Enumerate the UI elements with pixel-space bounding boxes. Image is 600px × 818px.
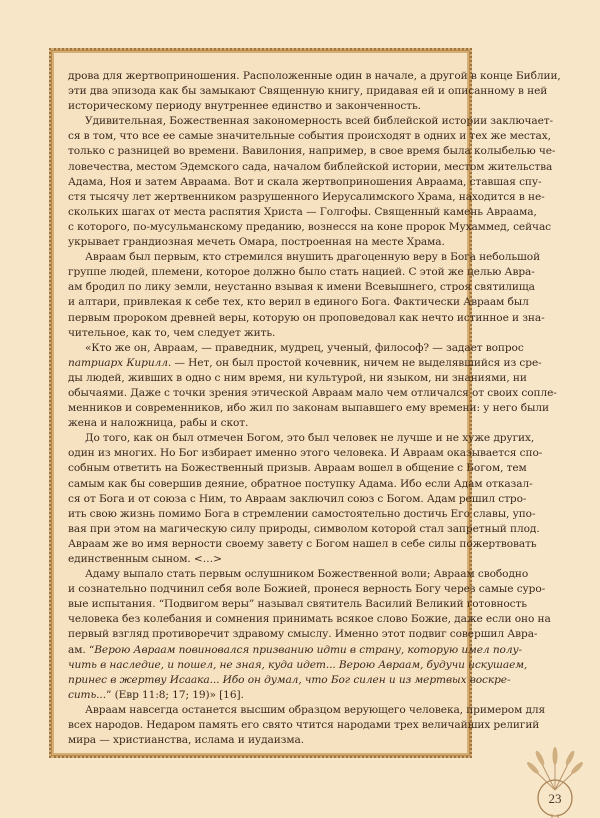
- text-segment: вая при этом на магическую силу природы, символом которой стал запретный плод.: [68, 522, 540, 535]
- text-line: [68, 341, 524, 356]
- text-line: [68, 235, 458, 250]
- text-line: [68, 431, 535, 446]
- text-line: [68, 582, 546, 597]
- text-segment: всех народов. Недаром память его свято чтится народами трех величайших религий: [68, 719, 540, 732]
- text-segment: мира — христианства, ислама и иудаизма.: [68, 734, 304, 747]
- text-line: [68, 416, 458, 431]
- text-segment: До того, как он был отмечен Богом, это был человек не лучше и не хуже других,: [85, 432, 535, 445]
- text-segment: ся в том, что все ее самые значительные события происходят в одних и тех же местах,: [68, 130, 551, 143]
- text-line: [68, 250, 541, 265]
- text-segment: Адаму выпало стать первым ослушником Божественной воли; Авраам свободно: [85, 568, 529, 581]
- text-segment: укрывает грандиозная мечеть Омара, построенная на месте Храма.: [68, 236, 445, 249]
- text-line: [68, 175, 542, 190]
- body-text: [68, 69, 561, 748]
- text-segment: Удивительная, Божественная закономерность всей библейской истории заключает-: [85, 115, 554, 128]
- text-segment: чительное, как то, чем следует жить.: [68, 326, 276, 339]
- text-line: [68, 537, 537, 552]
- text-line: [68, 220, 552, 235]
- text-segment: Адама, Ноя и затем Авраама. Вот и скала жертвоприношения Авраама, ставшая спу-: [68, 175, 542, 188]
- text-line: [68, 129, 551, 144]
- text-segment: эти два эпизода как бы замыкают Священную книгу, придавая ей и описанному в ней: [68, 85, 548, 98]
- text-line: [68, 643, 522, 658]
- text-line: [68, 144, 556, 159]
- text-line: [68, 265, 535, 280]
- text-line: [68, 371, 527, 386]
- text-segment: первым пророком древней веры, которую он проповедовал как нечто истинное и зна-: [68, 311, 545, 324]
- text-line: [68, 673, 511, 688]
- text-line: [68, 84, 548, 99]
- text-segment: ить свою жизнь помимо Бога в стремлении самостоятельно достичь Его славы, упо-: [68, 507, 536, 520]
- italic-text-segment: принес в жертву Исаака... Ибо он думал, что Бог силен и из мертвых воскре-: [68, 673, 511, 686]
- text-segment: дрова для жертвоприношения. Расположенные один в начале, а другой в конце Библии,: [68, 70, 561, 82]
- italic-text-segment: Верою Авраам повиновался призванию идти в страну, которую имел полу-: [94, 643, 522, 656]
- text-line: [68, 160, 553, 175]
- text-segment: «Кто же он, Авраам, — праведник, мудрец, ученый, философ? — задает вопрос: [85, 341, 524, 354]
- text-segment: стя тысячу лет жертвенником разрушенного Иерусалимского Храма, находится в не-: [68, 190, 545, 203]
- text-line: [68, 99, 458, 114]
- text-segment: жена и наложница, рабы и скот.: [68, 417, 249, 430]
- text-line: [68, 597, 527, 612]
- italic-text-segment: сить...: [68, 688, 106, 701]
- text-line: [68, 477, 533, 492]
- text-segment: только с разницей во времени. Вавилония, например, в свое время была колыбелью че-: [68, 145, 556, 158]
- text-line: [68, 612, 551, 627]
- italic-text-segment: чить в наследие, и пошел, не зная, куда идет... Верою Авраам, будучи искушаем,: [68, 658, 528, 671]
- text-segment: Авраам был первым, кто стремился внушить драгоценную веру в Бога небольшой: [85, 251, 541, 264]
- text-line: [68, 280, 535, 295]
- italic-text-segment: патриарх Кирилл: [68, 356, 168, 369]
- text-line: [68, 461, 527, 476]
- text-segment: Авраам же во имя верности своему завету с Богом нашел в себе силы пожертвовать: [68, 537, 537, 550]
- text-segment: и алтари, привлекая к себе тех, кто верил в единого Бога. Фактически Авраам был: [68, 296, 529, 309]
- text-segment: . — Нет, он был простой кочевник, ничем не выделявшийся из сре-: [167, 356, 542, 369]
- text-line: [68, 446, 543, 461]
- text-segment: обычаями. Даже с точки зрения этической Авраам мало чем отличался от своих сопле-: [68, 386, 557, 399]
- text-line: [68, 627, 538, 642]
- text-segment: ловечества, местом Эдемского сада, началом библейской истории, местом жительства: [68, 160, 553, 173]
- text-segment: группе людей, племени, которое должно было стать нацией. С этой же целью Авра-: [68, 266, 535, 279]
- page-number: 23: [548, 791, 562, 806]
- text-segment: ся от Бога и от союза с Ним, то Авраам заключил союз с Богом. Адам решил стро-: [68, 492, 527, 505]
- text-line: [68, 386, 557, 401]
- text-segment: собным ответить на Божественный призыв. Авраам вошел в общение с Богом, тем: [68, 462, 527, 475]
- text-line: [68, 658, 528, 673]
- text-line: [68, 356, 542, 371]
- text-segment: ам бродил по лику земли, неустанно взывая к имени Всевышнего, строя святилища: [68, 281, 535, 294]
- text-line: [68, 492, 527, 507]
- text-line: [68, 688, 458, 703]
- text-line: [68, 522, 540, 537]
- text-segment: ам. “: [68, 643, 95, 656]
- text-line: [68, 311, 545, 326]
- text-line: [68, 401, 549, 416]
- text-segment: один из многих. Но Бог избирает именно этого человека. И Авраам оказывается спо-: [68, 447, 543, 460]
- text-line: [68, 326, 458, 341]
- text-segment: человека без колебания и сомнения принимать всякое слово Божие, даже если оно на: [68, 613, 551, 626]
- text-segment: с которого, по-мусульманскому преданию, вознесся на коне пророк Мухаммед, сейчас: [68, 220, 552, 233]
- text-line: [68, 733, 458, 748]
- text-segment: самым как бы совершив деяние, обратное поступку Адама. Ибо если Адам отказал-: [68, 477, 533, 490]
- text-segment: историческому периоду внутреннее единство и законченность.: [68, 100, 421, 113]
- text-segment: вые испытания. “Подвигом веры” называл святитель Василий Великий готовность: [68, 598, 527, 611]
- text-segment: первый взгляд противоречит здравому смыслу. Именно этот подвиг совершил Авра-: [68, 628, 538, 641]
- text-line: [68, 718, 540, 733]
- text-line: [68, 567, 529, 582]
- text-segment: менников и современников, ибо жил по законам выпавшего ему времени: у него были: [68, 402, 549, 415]
- text-line: [68, 703, 546, 718]
- text-segment: единственным сыном. <…>: [68, 553, 222, 565]
- text-line: [68, 552, 458, 567]
- text-line: [68, 69, 561, 84]
- text-segment: Авраам навсегда останется высшим образцом верующего человека, примером для: [85, 703, 546, 716]
- text-segment: и сознательно подчинил себя воле Божией, пронеся верность Богу через самые суро-: [68, 583, 546, 596]
- text-line: [68, 114, 554, 129]
- text-line: [68, 205, 537, 220]
- text-segment: ды людей, живших в одно с ним время, ни культурой, ни языком, ни знаниями, ни: [68, 371, 527, 384]
- text-line: [68, 507, 536, 522]
- text-line: [68, 190, 545, 205]
- text-segment: ” (Евр 11:8; 17; 19)» [16].: [105, 688, 244, 701]
- text-segment: скольких шагах от места распятия Христа — Голгофы. Священный камень Авраама,: [68, 205, 537, 218]
- text-line: [68, 295, 529, 310]
